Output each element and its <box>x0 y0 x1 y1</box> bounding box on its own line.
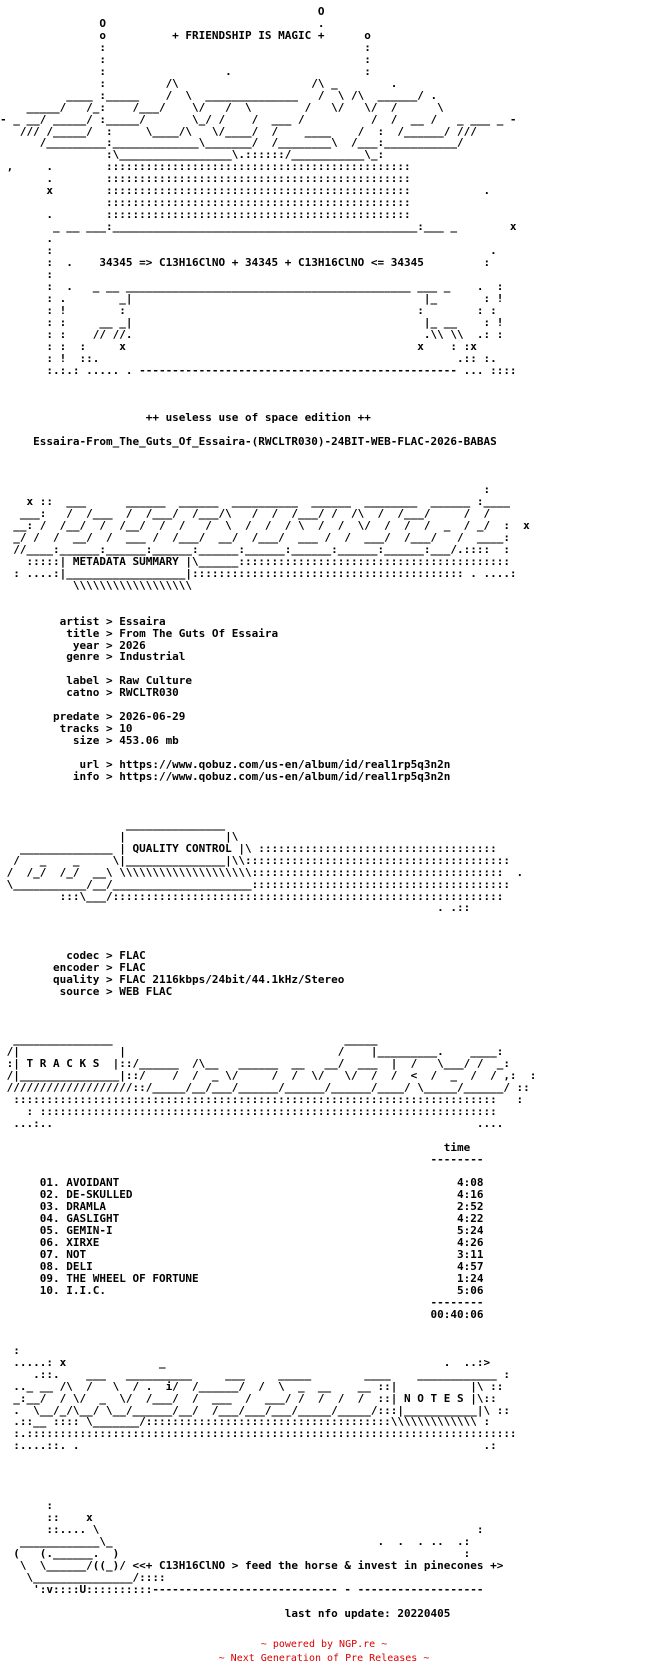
footer <box>0 1638 648 1666</box>
next-generation-link[interactable]: ~ Next Generation of Pre Releases ~ <box>218 1653 430 1664</box>
nfo-art-text: O O . o + FRIENDSHIP IS MAGIC + o : : : : : . : : /\ /\ _ . ____ :_____ / \ ______________ / \ /\ ______/ . _____/ /_: /___/ \/ / \ / \/ \/ / \ - _ __/ _____/ :_____/ \_/ / / ___ / / / __ / _ ___ _ - /// /_____/ : \____/\ \/____/ / ____ / : /______/ /// /_________:_____________\_______/ /________\ /___:___________/ :\_________________\.::::::/___________\_: , . :::::::::::::::::::::::::::::::::::::::::::::: . :::::::::::::::::::::::::::::::::::::::::::::: x :::::::::::::::::::::::::::::::::::::::::::::: . :::::::::::::::::::::::::::::::::::::::::::::: . :::::::::::::::::::::::::::::::::::::::::::::: _ __ ___:______________________________________________:___ _ x . : . : . 34345 => C13H16ClNO + 34345 + C13H16ClNO <= 34345 : : : . _ __ ___________________________________________ ___ _ . : : . _| |_ : ! : ! : : : : : : __ _| |_ __ : ! : : // //. .\\ \\ .: : : : : x x : :x : ! ::. .:: :. :.:.: ..... . ------------------------------------------------ ... :::: ++ useless use of space edition ++ Essaira-From_The_Guts_Of_Essaira-(RWCLTR030)-24BIT-WEB-FLAC-2026-BABAS : x :: ___ ______ ______ __________ ______ ________ ______ :____ ___: / /___ / /___/ /___/\ / / /___/ / /\ / /___/ / / __: / /__/ / /__/ / / / \ / / / \ / / \/ / / / _ / _/ : x _/ / / __/ / ___ / /___/ __/ /___/ ___ / / ___/ /___/ / ____: //____:______:______:______:______:______:______:______:______:___/.:::: : :::::| METADATA SUMMARY |\______::::::::::::::::::::::::::::::::::::::::: : ....:|__________________|::::::::::::::::::::::::::::::::::::::::: . ....: \\\\\\\\\\\\\\\\\\ artist > Essaira title > From The Guts Of Essaira year > 2026 genre > Industrial label > Raw Culture catno > RWCLTR030 predate > 2026-06-29 tracks > 10 size > 453.06 mb url > https://www.qobuz.com/us-en/album/id/real1rp5q3n2n info > https://www.qobuz.com/us-en/album/id/real1rp5q3n2n _______________ | |\ ______________ | QUALITY CONTROL |\ :::::::::::::::::::::::::::::::::::: / _ _ \|_______________|\\:::::::::::::::::::::::::::::::::::::::: / /_/ /_/ __\ \\\\\\\\\\\\\\\\\\\\:::::::::::::::::::::::::::::::::::::: . \___________/__/_____________________::::::::::::::::::::::::::::::::::::::: :::\___/::::::::::::::::::::::::::::::::::::::::::::::::::::::::::: . .:: codec > FLAC encoder > FLAC quality > FLAC 2116kbps/24bit/44.1kHz/Stereo source > WEB FLAC _______________ _____ /| | / |_________. ____: :| T R A C K S |::/______ /\__ ______ __ __/ ___ | / \___/ / _: /|_______________|::/ / / _ \/ / / \/ \/ / / < / _ / / ,: : ///////////////////::/_____/__/___/______/______/______/____/ \_____/______/ :: ::::::::::::::::::::::::::::::::::::::::::::::::::::::::::::::::::::::::: : : ::::::::::::::::::::::::::::::::::::::::::::::::::::::::::::::::::::: ...:.. .... time -------- 01. AVOIDANT 4:08 02. DE-SKULLED 4:16 03. DRAMLA 2:52 04. GASLIGHT 4:22 05. GEMIN-I 5:24 06. XIRXE 4:26 07. NOT 3:11 08. DELI 4:57 09. THE WHEEL OF FORTUNE 1:24 10. I.I.C. 5:06 -------- 00:40:06 : .....: x _ . ..:> .::. ___ __________ ___ _____ ____ ____________ : .._ __ /\ / \ / . i/ /______/ / \ _ __ __ ::| |\ :: _:__/ / \/ _ \/ /___/ / ___ / ___/ / / / / ::| N O T E S |\:: . \__/_/\__/ \__/______/__/ /___/___/___/_____/_____/:::|___________|\ :: .::__ :::: \_______/:::::::::::::::::::::::::::::::::::::\\\\\\\\\\\\\ : :.:::::::::::::::::::::::::::::::::::::::::::::::::::::::::::::::::::::::::: :....::. . .: : :: x ::.... \ : ____________\_ . . . .. .: ( (.______. ) : \ \______/((_)/ <<+ C13H16ClNO > feed the horse & invest in pinecones +> \_______________/:::: ':v::::U::::::::::---------------------------- - ------------------- last nfo update: 20220405 <box>0 5 537 1620</box>
powered-by-link[interactable]: ~ powered by NGP.re ~ <box>260 1639 388 1650</box>
